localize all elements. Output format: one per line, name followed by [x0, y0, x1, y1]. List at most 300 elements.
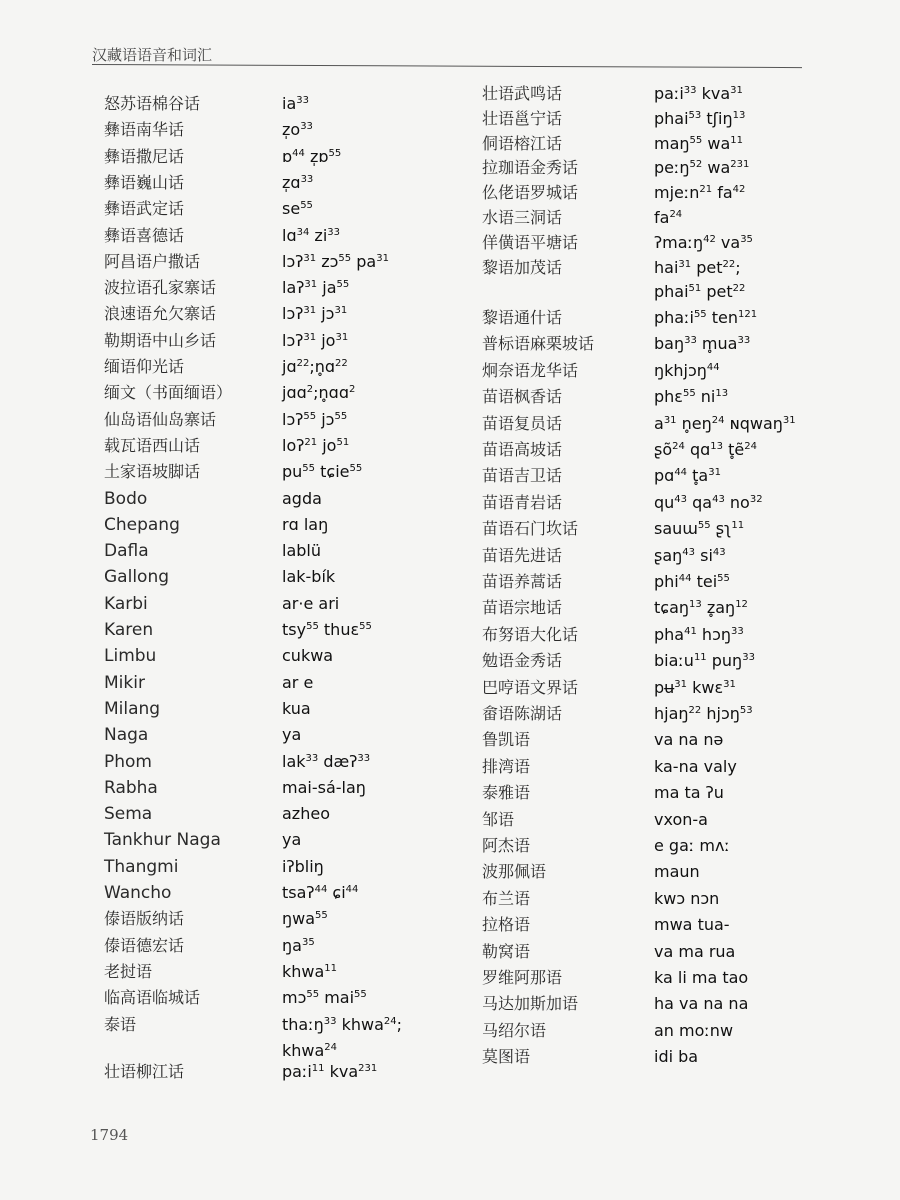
form-segment: tɕie	[315, 462, 350, 482]
form-segment: ia	[282, 94, 297, 113]
form-segment: sauɯ	[654, 519, 698, 539]
word-form	[282, 199, 313, 219]
language-name: 普标语麻栗坡话	[482, 334, 595, 354]
word-form	[654, 1047, 698, 1067]
language-name: 罗维阿那语	[482, 968, 563, 987]
tone-mark: 22	[296, 358, 310, 369]
tone-mark: 55	[682, 388, 696, 400]
language-name: Milang	[104, 698, 161, 719]
form-segment: fa	[712, 183, 733, 203]
language-name: 傣语版纳话	[104, 909, 185, 929]
language-name: 泰雅语	[482, 783, 531, 803]
form-segment: wa	[702, 158, 731, 178]
tone-mark: 31	[674, 678, 688, 690]
dictionary-entry	[482, 572, 812, 594]
tone-mark: 31	[678, 258, 692, 270]
dictionary-entry	[104, 725, 484, 747]
dictionary-entry	[104, 646, 484, 668]
dictionary-entry	[482, 519, 812, 541]
dictionary-entry	[104, 410, 484, 432]
form-segment: ka li ma tao	[654, 968, 749, 987]
form-segment: phai	[654, 108, 689, 128]
form-segment: puŋ	[706, 651, 743, 671]
word-form	[654, 942, 735, 962]
tone-mark: 53	[688, 109, 702, 121]
language-name: 苗语先进话	[482, 545, 563, 565]
word-form	[654, 783, 724, 803]
dictionary-entry	[104, 909, 484, 931]
tone-mark: 33	[357, 752, 371, 764]
language-name: 阿杰语	[482, 836, 531, 855]
form-segment: pet	[691, 257, 723, 277]
dictionary-entry	[482, 109, 812, 131]
word-form	[282, 331, 348, 351]
language-name: 彝语巍山话	[104, 172, 185, 192]
word-form	[654, 730, 723, 750]
language-name: 仙岛语仙岛寨话	[104, 409, 217, 429]
form-segment: kua	[282, 698, 311, 718]
tone-mark: 55	[302, 463, 316, 475]
word-form	[282, 620, 372, 640]
dictionary-entry	[482, 651, 812, 673]
dictionary-entry	[482, 208, 812, 230]
language-name: 仫佬语罗城话	[482, 183, 579, 203]
tone-mark: 43	[682, 546, 696, 558]
word-form	[282, 278, 349, 298]
dictionary-entry	[104, 357, 484, 379]
form-segment: jɔ	[316, 409, 335, 429]
language-name: 黎语通什话	[482, 308, 563, 327]
form-segment: ;n̥ɑ	[309, 357, 336, 376]
language-name: 苗语高坡话	[482, 440, 563, 459]
word-form	[654, 836, 730, 856]
tone-mark: 33	[683, 85, 697, 96]
form-segment: jo	[316, 330, 336, 350]
form-segment: ar e	[282, 672, 314, 692]
tone-mark: 11	[730, 134, 743, 146]
tone-mark: 55	[334, 410, 348, 422]
tone-mark: 33	[684, 335, 697, 347]
language-name: Karen	[104, 620, 154, 640]
dictionary-entry	[104, 594, 484, 616]
form-segment: lablü	[282, 541, 321, 561]
form-segment: azheo	[282, 804, 330, 824]
tone-mark: 31	[723, 678, 736, 690]
language-name: 巴哼语文界话	[482, 677, 579, 697]
word-form	[282, 94, 309, 114]
tone-mark: 44	[706, 361, 720, 373]
form-segment: lɔʔ	[282, 251, 304, 271]
tone-mark: 44	[292, 147, 305, 159]
dictionary-entry	[482, 994, 812, 1016]
language-name: 莫图语	[482, 1047, 531, 1067]
tone-mark: 31	[303, 331, 317, 343]
language-name: 排湾语	[482, 756, 531, 776]
form-segment: idi ba	[654, 1047, 699, 1067]
word-form	[654, 233, 753, 253]
form-segment: maun	[654, 862, 700, 882]
form-segment: mai	[319, 988, 355, 1008]
form-segment: ʂõ	[654, 440, 673, 459]
dictionary-entry	[482, 678, 812, 700]
form-segment: tsaʔ	[282, 883, 315, 902]
dictionary-entry	[104, 620, 484, 642]
form-segment: agda	[282, 488, 322, 508]
tone-mark: 55	[354, 989, 367, 1001]
dictionary-entry	[482, 84, 812, 106]
form-segment: paːi	[654, 84, 684, 103]
word-form	[282, 725, 301, 745]
dictionary-entry	[482, 889, 812, 911]
language-name: Chepang	[104, 514, 180, 535]
dictionary-entry	[482, 942, 812, 964]
language-name: 土家语坡脚话	[104, 462, 201, 482]
tone-mark: 55	[359, 621, 372, 632]
form-segment: qɑ	[684, 440, 711, 459]
dictionary-entry	[104, 804, 484, 826]
form-segment: ha va na na	[654, 994, 749, 1014]
form-segment: ŋkhjɔŋ	[654, 360, 707, 380]
tone-mark: 42	[703, 233, 716, 245]
language-name: 缅语仰光话	[104, 357, 185, 376]
form-segment: qa	[687, 492, 713, 512]
word-form	[282, 515, 328, 535]
form-segment: lɔʔ	[282, 409, 304, 429]
word-form	[282, 1015, 402, 1035]
word-form	[654, 994, 748, 1014]
form-segment: va na nə	[654, 730, 724, 750]
tone-mark: 12	[735, 599, 748, 611]
tone-mark: 22	[732, 283, 746, 295]
dictionary-entry	[104, 94, 484, 116]
word-form	[654, 651, 755, 671]
dictionary-entry	[482, 810, 812, 832]
language-name: 傣语德宏话	[104, 935, 185, 955]
word-form	[282, 962, 337, 982]
dictionary-entry	[482, 625, 812, 647]
language-name: Naga	[104, 725, 149, 746]
language-name: 拉格语	[482, 915, 531, 935]
form-segment: hjɔŋ	[701, 704, 740, 723]
tone-mark: 21	[304, 436, 318, 448]
tone-mark: 231	[730, 159, 750, 171]
language-name: 壮语邕宁话	[482, 108, 563, 128]
form-segment: t̥a	[687, 466, 709, 486]
dictionary-entry	[482, 1047, 812, 1069]
form-segment: dæʔ	[318, 751, 358, 771]
tone-mark: 31	[303, 305, 317, 317]
tone-mark: 41	[684, 625, 697, 637]
language-name: 佯僙语平塘话	[482, 232, 579, 252]
tone-mark: 13	[689, 599, 702, 611]
dictionary-entry	[104, 173, 484, 195]
word-form	[654, 704, 753, 724]
form-segment: phɛ	[654, 387, 683, 407]
word-form	[654, 810, 708, 830]
dictionary-entry	[104, 147, 484, 169]
dictionary-entry	[104, 1015, 484, 1037]
language-name: 苗语养蒿话	[482, 572, 563, 591]
tone-mark: 44	[674, 467, 688, 479]
form-segment: ni	[695, 387, 716, 407]
word-form	[654, 915, 730, 935]
word-form	[654, 334, 750, 354]
form-segment: kva	[324, 1062, 359, 1081]
form-segment: kwɛ	[687, 677, 724, 697]
dictionary-entry	[104, 567, 484, 589]
form-segment: laʔ	[282, 278, 305, 298]
tone-mark: 31	[663, 414, 677, 426]
form-segment: ma ta ʔu	[654, 783, 724, 803]
form-segment: pha	[654, 624, 685, 644]
word-form	[654, 546, 726, 566]
language-name: 波那佩语	[482, 862, 547, 882]
tone-mark: 55	[303, 410, 317, 422]
language-name: Thangmi	[104, 856, 179, 877]
word-form	[282, 646, 333, 666]
dictionary-entry	[482, 783, 812, 805]
language-name: Wancho	[104, 883, 172, 903]
word-form	[654, 414, 796, 434]
form-segment: lak-bík	[282, 567, 336, 587]
language-name: 泰语	[104, 1014, 137, 1034]
language-name: 马绍尔语	[482, 1020, 547, 1040]
form-segment: tsy	[282, 620, 307, 639]
language-name: Gallong	[104, 567, 170, 588]
dictionary-entry	[104, 383, 484, 405]
word-form	[654, 158, 749, 178]
word-form	[282, 699, 311, 719]
form-segment: va ma rua	[654, 941, 736, 961]
language-name: 布兰语	[482, 888, 531, 908]
language-name: 苗语复员话	[482, 413, 563, 433]
word-form	[282, 436, 349, 456]
tone-mark: 55	[717, 573, 730, 584]
form-segment: tɕaŋ	[654, 598, 690, 618]
tone-mark: 22	[722, 258, 736, 270]
form-segment: ;	[735, 257, 741, 277]
form-segment: lɔʔ	[282, 304, 304, 324]
form-segment: ɕi	[327, 883, 346, 902]
form-segment: hɔŋ	[696, 624, 731, 644]
form-segment: thaːŋ	[282, 1014, 324, 1034]
tone-mark: 55	[697, 520, 711, 532]
form-segment: kwɔ nɔn	[654, 888, 720, 908]
word-form	[654, 387, 728, 407]
language-name: 勉语金秀话	[482, 651, 563, 671]
tone-mark: 11	[324, 962, 338, 974]
word-form	[654, 519, 744, 539]
form-segment: baŋ	[654, 334, 685, 354]
tone-mark: 24	[672, 441, 685, 452]
word-form	[654, 466, 721, 486]
tone-mark: 55	[328, 147, 342, 159]
word-form	[654, 109, 745, 129]
dictionary-entry	[104, 226, 484, 248]
word-form	[654, 183, 745, 203]
tone-mark: 31	[782, 414, 796, 426]
dictionary-entry	[104, 199, 484, 221]
tone-mark: 43	[712, 493, 725, 505]
word-form	[654, 361, 720, 381]
tone-mark: 121	[738, 309, 758, 320]
tone-mark: 33	[323, 1015, 337, 1027]
word-form	[282, 462, 362, 482]
language-name: 邹语	[482, 809, 515, 829]
language-name: Mikir	[104, 672, 145, 693]
language-name: 苗语宗地话	[482, 598, 563, 618]
form-segment: iʔbliŋ	[282, 856, 324, 876]
dictionary-entry	[482, 387, 812, 409]
tone-mark: 21	[699, 184, 713, 196]
dictionary-entry	[104, 988, 484, 1010]
form-segment: jɑ	[282, 357, 297, 376]
dictionary-entry	[104, 962, 484, 984]
dictionary-entry	[104, 857, 484, 879]
tone-mark: 55	[300, 200, 313, 212]
language-name: Dafla	[104, 541, 149, 562]
form-segment: biaːu	[654, 651, 694, 671]
language-name: 侗语榕江话	[482, 133, 563, 153]
form-segment: jɑɑ	[282, 383, 307, 403]
form-segment: kva	[696, 84, 731, 103]
tone-mark: 51	[336, 436, 350, 448]
language-name: 拉珈语金秀话	[482, 158, 579, 178]
form-segment: va	[715, 232, 741, 252]
form-segment: khwa	[336, 1014, 384, 1034]
language-name: 波拉语孔家寨话	[104, 278, 217, 298]
tone-mark: 24	[711, 414, 725, 426]
dictionary-entry	[482, 836, 812, 858]
form-segment: z̩ɒ	[304, 146, 329, 166]
tone-mark: 31	[304, 279, 318, 291]
word-form	[282, 383, 355, 403]
dictionary-entry	[104, 936, 484, 958]
form-segment: mwa tua-	[654, 915, 730, 935]
word-form	[282, 778, 366, 798]
form-segment: hai	[654, 257, 679, 277]
language-name: 阿昌语户撒话	[104, 251, 201, 271]
word-form	[654, 1021, 733, 1041]
tone-mark: 11	[731, 520, 745, 532]
word-form	[282, 120, 313, 140]
dictionary-entry	[104, 436, 484, 458]
tone-mark: 13	[732, 109, 746, 121]
dictionary-entry	[104, 120, 484, 142]
language-name: 鲁凯语	[482, 730, 531, 750]
word-form	[654, 308, 757, 328]
language-name: 苗语青岩话	[482, 492, 563, 512]
form-segment: mjeːn	[654, 183, 700, 203]
tone-mark: 33	[737, 335, 751, 347]
tone-mark: 33	[300, 173, 314, 185]
word-form	[654, 862, 700, 882]
dictionary-entry	[482, 1021, 812, 1043]
form-segment: fa	[654, 208, 670, 227]
word-form	[282, 830, 301, 850]
dictionary-entry	[482, 968, 812, 990]
tone-mark: 22	[335, 358, 348, 369]
language-name: Limbu	[104, 646, 157, 667]
word-form	[654, 208, 682, 228]
dictionary-entry	[482, 134, 812, 156]
word-form	[282, 909, 328, 929]
language-name: 缅文（书面缅语）	[104, 383, 233, 403]
tone-mark: 55	[315, 910, 328, 922]
tone-mark: 33	[742, 652, 755, 664]
word-form	[282, 489, 322, 509]
form-segment: ɴqwaŋ	[724, 413, 783, 433]
language-name: 炯奈语龙华话	[482, 360, 579, 380]
language-name: 彝语南华话	[104, 120, 185, 140]
form-segment: tʃiŋ	[701, 108, 733, 128]
tone-mark: 44	[314, 884, 328, 895]
form-segment: maŋ	[654, 133, 690, 153]
form-segment: vxon-a	[654, 809, 708, 829]
tone-mark: 52	[689, 159, 703, 171]
form-segment: hjaŋ	[654, 704, 689, 723]
form-segment: e gaː mʌː	[654, 836, 730, 855]
dictionary-entry	[482, 233, 812, 255]
form-segment: ;n̥ɑɑ	[313, 383, 349, 403]
language-name: 黎语加茂话	[482, 257, 563, 277]
tone-mark: 33	[296, 95, 309, 106]
dictionary-entry	[482, 546, 812, 568]
word-form	[282, 1041, 337, 1061]
form-segment: ya	[282, 725, 302, 745]
language-name: 浪速语允欠寨话	[104, 304, 217, 324]
tone-mark: 31	[730, 85, 743, 96]
language-name: 苗语石门坎话	[482, 519, 579, 539]
form-segment: ʂaŋ	[654, 545, 683, 565]
dictionary-entry	[482, 258, 812, 280]
form-segment: jɔ	[316, 304, 335, 324]
language-name: 苗语吉卫话	[482, 466, 563, 486]
tone-mark: 231	[358, 1063, 378, 1074]
form-segment: ;	[396, 1014, 402, 1034]
form-segment: phaːi	[654, 308, 694, 327]
word-form	[282, 357, 348, 377]
form-segment: n̥eŋ	[676, 413, 712, 433]
dictionary-entry	[104, 883, 484, 905]
word-form	[654, 258, 741, 278]
tone-mark: 35	[740, 233, 753, 245]
tone-mark: 33	[300, 121, 313, 133]
language-name: 壮语柳江话	[104, 1062, 185, 1081]
tone-mark: 31	[335, 331, 349, 343]
form-segment: cukwa	[282, 646, 334, 666]
word-form	[282, 252, 389, 272]
tone-mark: 11	[693, 652, 707, 664]
tone-mark: 31	[376, 252, 389, 264]
tone-mark: 42	[732, 184, 746, 196]
header-rule	[92, 64, 802, 68]
form-segment: thuɛ	[318, 620, 360, 639]
form-segment: z̩ɑ	[282, 172, 301, 192]
form-segment: se	[282, 199, 301, 219]
tone-mark: 35	[301, 936, 315, 948]
dictionary-entry	[104, 778, 484, 800]
dictionary-entry	[104, 331, 484, 353]
language-name: 载瓦语西山话	[104, 435, 201, 455]
dictionary-entry	[482, 308, 812, 330]
form-segment: paːi	[282, 1062, 312, 1081]
form-segment: ja	[317, 278, 337, 298]
dictionary-entry	[482, 466, 812, 488]
tone-mark: 55	[693, 309, 707, 320]
dictionary-entry	[482, 915, 812, 937]
word-form	[282, 173, 313, 193]
